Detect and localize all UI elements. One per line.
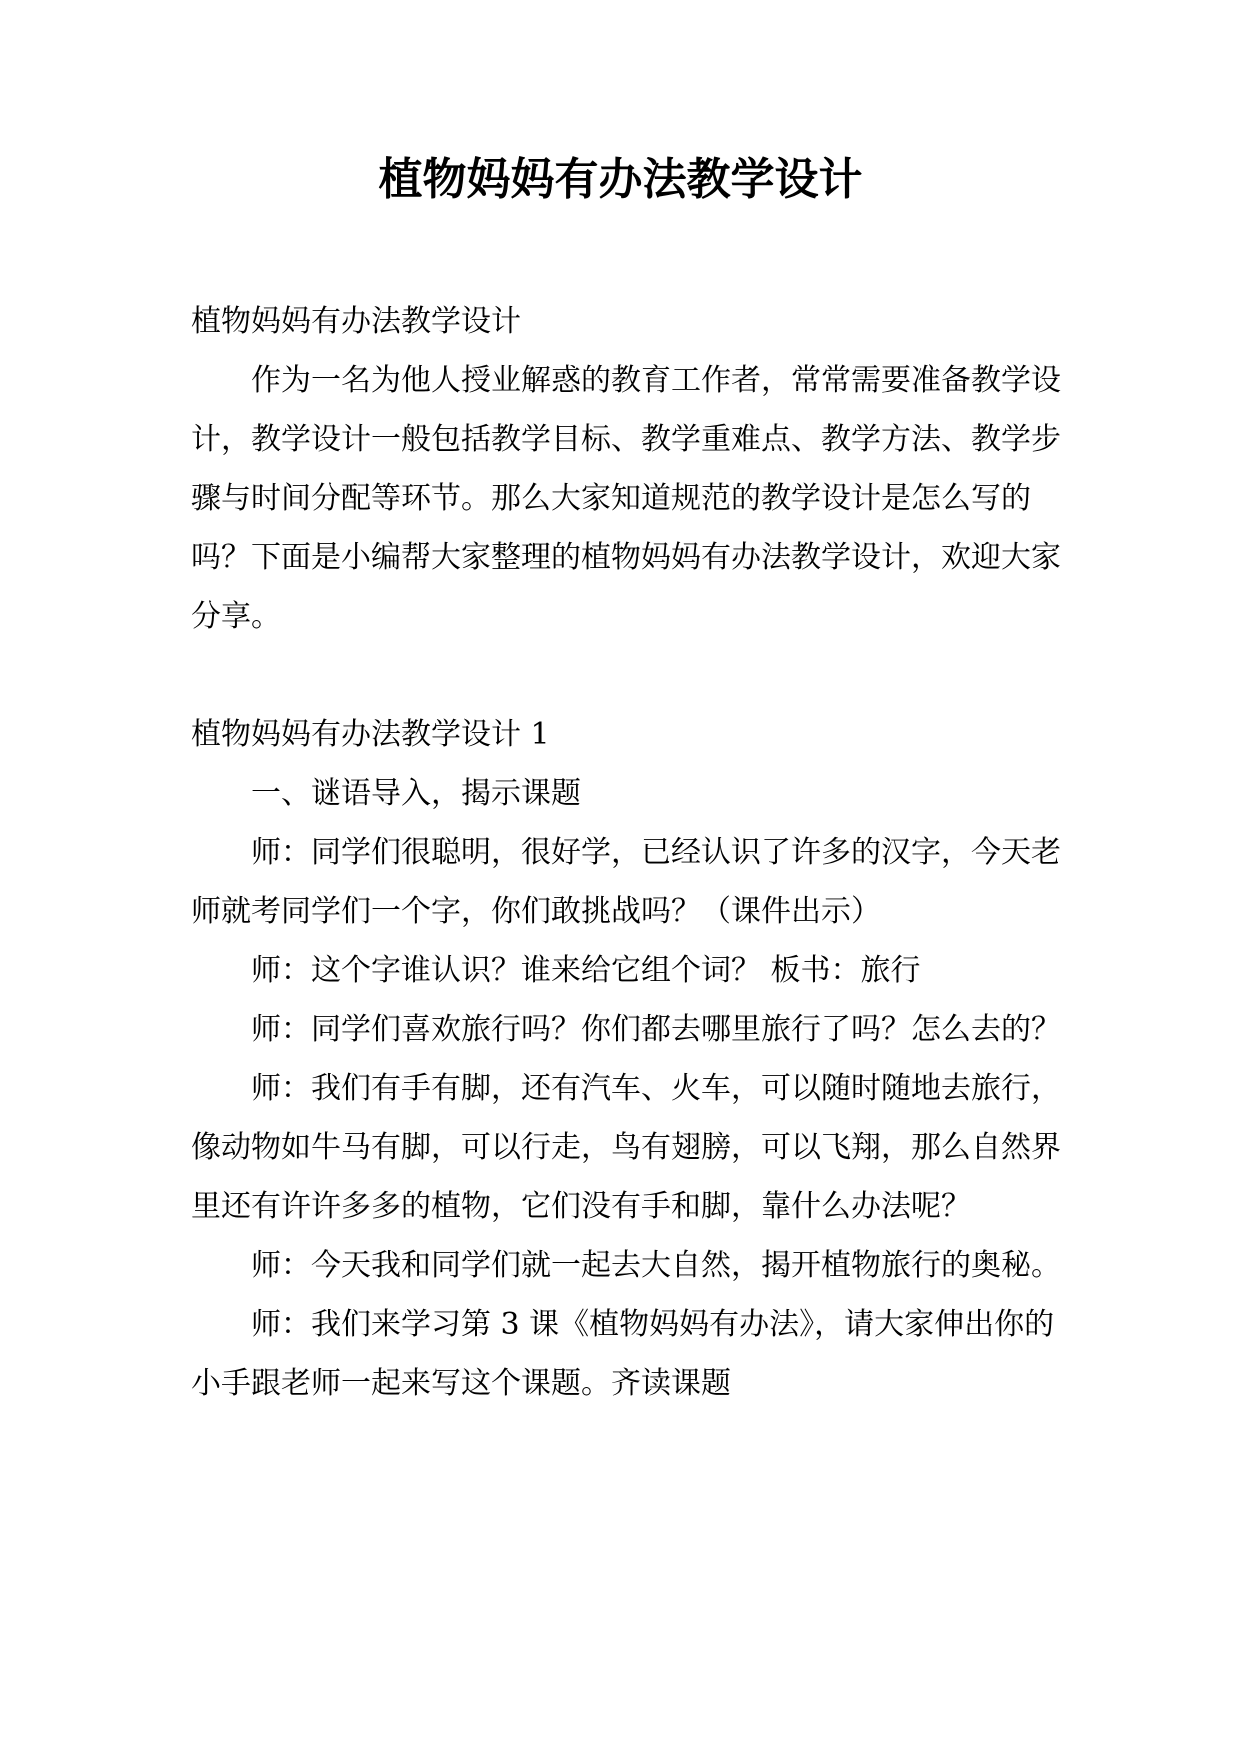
section-heading: 植物妈妈有办法教学设计 1 — [191, 717, 550, 752]
document-body — [191, 292, 1066, 1413]
paragraph-riddle-intro: 一、谜语导入，揭示课题 — [251, 776, 581, 811]
paragraph-teacher-nature: 师：今天我和同学们就一起去大自然，揭开植物旅行的奥秘。 — [251, 1248, 1061, 1283]
paragraph-teacher-lesson-title: 师：我们来学习第 3 课《植物妈妈有办法》，请大家伸出你的小手跟老师一起来写这个课题。齐读课题 — [191, 1307, 1055, 1401]
paragraph-teacher-challenge: 师：同学们很聪明，很好学，已经认识了许多的汉字，今天老师就考同学们一个字，你们敢挑战吗？（课件出示） — [191, 835, 1061, 929]
paragraph-teacher-animals: 师：我们有手有脚，还有汽车、火车，可以随时随地去旅行，像动物如牛马有脚，可以行走，鸟有翅膀，可以飞翔，那么自然界里还有许许多多的植物，它们没有手和脚，靠什么办法呢？ — [191, 1071, 1061, 1224]
document-title: 植物妈妈有办法教学设计 — [378, 154, 863, 205]
section-spacer — [191, 646, 1066, 705]
intro-heading: 植物妈妈有办法教学设计 — [191, 304, 521, 339]
paragraph-teacher-travel-question: 师：同学们喜欢旅行吗？你们都去哪里旅行了吗？怎么去的？ — [251, 1012, 1061, 1047]
intro-paragraph: 作为一名为他人授业解惑的教育工作者，常常需要准备教学设计，教学设计一般包括教学目标、教学重难点、教学方法、教学步骤与时间分配等环节。那么大家知道规范的教学设计是怎么写的吗？下面是小编帮大家整理的植物妈妈有办法教学设计，欢迎大家分享。 — [191, 363, 1061, 634]
paragraph-teacher-word: 师：这个字谁认识？谁来给它组个词？ 板书：旅行 — [251, 953, 921, 988]
